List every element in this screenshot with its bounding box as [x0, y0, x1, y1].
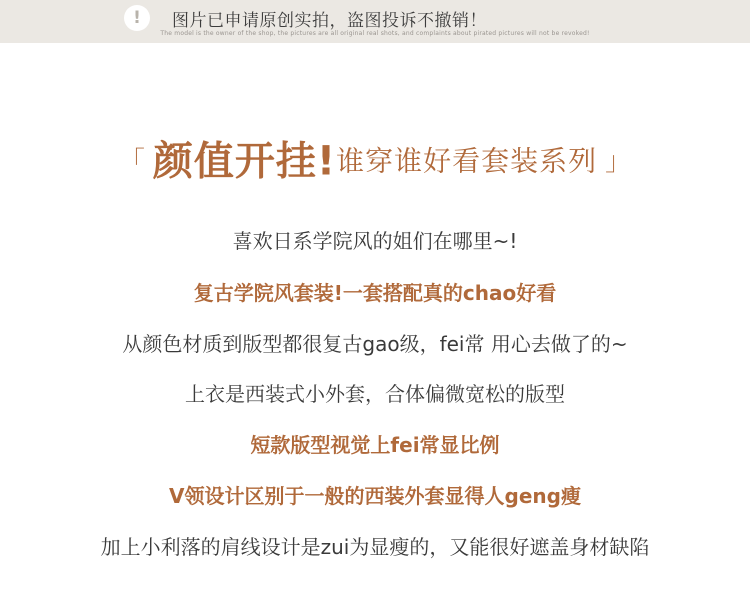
headline-close-bracket: 」: [605, 146, 632, 177]
copy-line-7: 加上小利落的肩线设计是zui为显瘦的，又能很好遮盖身材缺陷: [100, 535, 650, 559]
copy-line-4: 上衣是西装式小外套，合体偏微宽松的版型: [185, 382, 565, 406]
notice-main-text: 图片已申请原创实拍，盗图投诉不撤销！: [172, 11, 487, 31]
headline-strong: 颜值开挂!: [152, 138, 337, 185]
copy-line-2-highlight: 复古学院风套装!一套搭配真的chao好看: [193, 281, 557, 305]
copy-line-5-highlight: 短款版型视觉上fei常显比例: [250, 433, 500, 457]
notice-bar: [0, 0, 750, 43]
headline: [0, 136, 750, 187]
copy-line-3: 从颜色材质到版型都很复古gao级，fei常 用心去做了的~: [122, 332, 628, 356]
copy-line-6-highlight: V领设计区别于一般的西装外套显得人geng瘦: [169, 484, 581, 508]
headline-normal: 谁穿谁好看套装系列: [336, 144, 598, 178]
copy-line-1: 喜欢日系学院风的姐们在哪里~!: [232, 229, 518, 253]
notice-sub-text: The model is the owner of the shop, the pictures are all original real shots, and complaints about pirated pictures will not be revoked!: [160, 30, 590, 37]
headline-open-bracket: 「: [118, 146, 145, 177]
exclamation-icon: !: [124, 5, 150, 31]
